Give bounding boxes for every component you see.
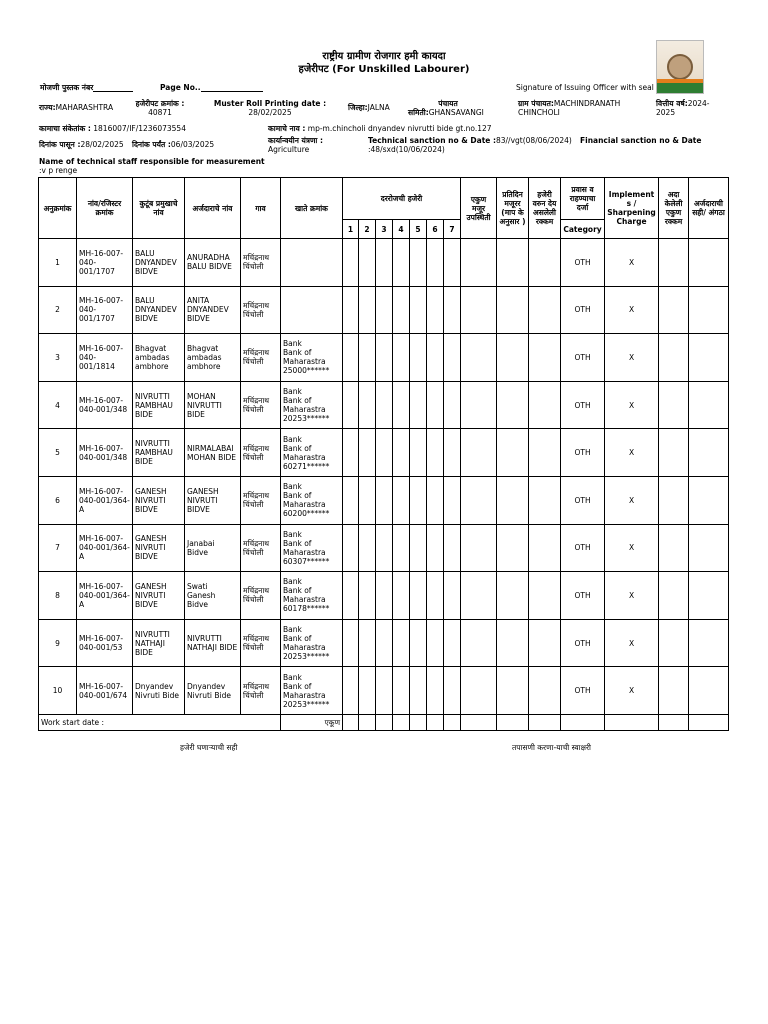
row-registration: MH-16-007-040-001/53	[77, 619, 133, 667]
row-implements: X	[605, 286, 659, 334]
row-signature	[689, 429, 729, 477]
row-category: OTH	[561, 619, 605, 667]
date-from: दिनांक पासून :28/02/2025	[39, 140, 124, 149]
row-day-7-cell	[444, 667, 461, 715]
row-applicant: MOHAN NIVRUTTI BIDE	[185, 381, 241, 429]
row-family-head: NIVRUTTI NATHAJI BIDE	[133, 619, 185, 667]
row-total-attendance	[461, 572, 497, 620]
row-day-6-cell	[427, 429, 444, 477]
header-daily-wage: प्रतिदिन मजूरर (माप के अनुसार )	[497, 178, 529, 239]
row-implements: X	[605, 476, 659, 524]
row-day-5-cell	[410, 381, 427, 429]
row-daily-wage	[497, 429, 529, 477]
row-day-5-cell	[410, 667, 427, 715]
row-day-1-cell	[343, 619, 359, 667]
row-serial: 10	[39, 667, 77, 715]
header-category: Category	[561, 220, 605, 239]
row-paid-total	[659, 667, 689, 715]
signature-issuing-officer: Signature of Issuing Officer with seal	[516, 83, 654, 92]
muster-roll-table	[38, 177, 729, 731]
row-village: मचिंद्रनाथ चिंचोली	[241, 572, 281, 620]
row-family-head: NIVRUTTI RAMBHAU BIDE	[133, 429, 185, 477]
row-paid-total	[659, 429, 689, 477]
row-account	[281, 286, 343, 334]
row-village: मचिंद्रनाथ चिंचोली	[241, 667, 281, 715]
row-implements: X	[605, 334, 659, 382]
book-no: मोजणी पुस्तक नंबर	[40, 83, 133, 92]
row-paid-total	[659, 381, 689, 429]
row-day-7-cell	[444, 381, 461, 429]
row-registration: MH-16-007-040-001/348	[77, 429, 133, 477]
row-total-attendance	[461, 667, 497, 715]
header-day-1: 1	[343, 220, 359, 239]
row-day-6-cell	[427, 667, 444, 715]
row-total-attendance	[461, 381, 497, 429]
district: जिल्हा:JALNA	[348, 103, 390, 112]
row-day-3-cell	[376, 619, 393, 667]
row-due-amount	[529, 572, 561, 620]
header-serial: अनुक्रमांक	[39, 178, 77, 239]
row-day-1-cell	[343, 572, 359, 620]
row-account: Bank Bank of Maharastra 20253******	[281, 381, 343, 429]
row-account	[281, 239, 343, 287]
table-row	[39, 524, 729, 572]
row-account: Bank Bank of Maharastra 20253******	[281, 619, 343, 667]
header-signature: अर्जदाराची सही/ अंगठा	[689, 178, 729, 239]
row-applicant: Dnyandev Nivruti Bide	[185, 667, 241, 715]
row-day-2-cell	[359, 476, 376, 524]
row-implements: X	[605, 429, 659, 477]
row-serial: 7	[39, 524, 77, 572]
row-paid-total	[659, 619, 689, 667]
header-paid-total: अदा केलेली एकुण रक्कम	[659, 178, 689, 239]
row-daily-wage	[497, 381, 529, 429]
row-day-3-cell	[376, 476, 393, 524]
row-family-head: Dnyandev Nivruti Bide	[133, 667, 185, 715]
row-due-amount	[529, 286, 561, 334]
row-day-5-cell	[410, 239, 427, 287]
row-daily-wage	[497, 476, 529, 524]
attendance-taker-signature: हजेरी घणाऱ्याची सही	[180, 743, 238, 752]
row-day-1-cell	[343, 286, 359, 334]
row-family-head: GANESH NIVRUTI BIDVE	[133, 572, 185, 620]
row-applicant: ANITA DNYANDEV BIDVE	[185, 286, 241, 334]
header-day-4: 4	[393, 220, 410, 239]
row-day-5-cell	[410, 476, 427, 524]
table-row	[39, 667, 729, 715]
row-serial: 9	[39, 619, 77, 667]
total-label: एकूण	[281, 714, 343, 730]
row-due-amount	[529, 334, 561, 382]
row-category: OTH	[561, 667, 605, 715]
row-serial: 4	[39, 381, 77, 429]
row-implements: X	[605, 667, 659, 715]
header-registration: नांव/रजिस्टर क्रमांक	[77, 178, 133, 239]
header-family-head: कुटूंब प्रमुखाचे नांव	[133, 178, 185, 239]
row-family-head: Bhagvat ambadas ambhore	[133, 334, 185, 382]
row-day-1-cell	[343, 667, 359, 715]
row-day-2-cell	[359, 286, 376, 334]
row-day-6-cell	[427, 239, 444, 287]
row-paid-total	[659, 572, 689, 620]
work-start-date: Work start date :	[39, 714, 281, 730]
row-implements: X	[605, 239, 659, 287]
gram-panchayat: ग्राम पंचायत:MACHINDRANATH CHINCHOLI	[518, 99, 621, 118]
table-row	[39, 381, 729, 429]
row-day-2-cell	[359, 334, 376, 382]
row-day-1-cell	[343, 381, 359, 429]
row-day-1-cell	[343, 524, 359, 572]
row-total-attendance	[461, 476, 497, 524]
row-village: मचिंद्रनाथ चिंचोली	[241, 524, 281, 572]
row-day-3-cell	[376, 429, 393, 477]
row-day-4-cell	[393, 286, 410, 334]
row-day-1-cell	[343, 429, 359, 477]
row-day-6-cell	[427, 572, 444, 620]
row-total-attendance	[461, 239, 497, 287]
row-implements: X	[605, 619, 659, 667]
state: राज्य:MAHARASHTRA	[39, 103, 114, 112]
row-registration: MH-16-007-040-001/1814	[77, 334, 133, 382]
row-total-attendance	[461, 334, 497, 382]
header-account: खाते क्रमांक	[281, 178, 343, 239]
row-day-4-cell	[393, 476, 410, 524]
row-paid-total	[659, 239, 689, 287]
row-day-6-cell	[427, 334, 444, 382]
row-day-5-cell	[410, 524, 427, 572]
row-total-attendance	[461, 429, 497, 477]
row-family-head: NIVRUTTI RAMBHAU BIDE	[133, 381, 185, 429]
row-village: मचिंद्रनाथ चिंचोली	[241, 381, 281, 429]
row-registration: MH-16-007-040-001/1707	[77, 239, 133, 287]
row-category: OTH	[561, 334, 605, 382]
row-day-3-cell	[376, 239, 393, 287]
row-day-3-cell	[376, 524, 393, 572]
row-day-7-cell	[444, 476, 461, 524]
row-paid-total	[659, 476, 689, 524]
row-day-7-cell	[444, 619, 461, 667]
row-day-1-cell	[343, 239, 359, 287]
row-signature	[689, 524, 729, 572]
header-daily-attendance: दररोजची हजेरी	[343, 178, 461, 220]
row-applicant: Swati Ganesh Bidve	[185, 572, 241, 620]
row-day-5-cell	[410, 286, 427, 334]
row-day-3-cell	[376, 572, 393, 620]
table-row	[39, 476, 729, 524]
header-day-5: 5	[410, 220, 427, 239]
table-row	[39, 334, 729, 382]
row-registration: MH-16-007-040-001/674	[77, 667, 133, 715]
row-total-attendance	[461, 286, 497, 334]
row-category: OTH	[561, 239, 605, 287]
row-account: Bank Bank of Maharastra 60307******	[281, 524, 343, 572]
row-day-6-cell	[427, 619, 444, 667]
work-name: कामाचे नाव : mp-m.chincholi dnyandev nivrutti bide gt.no.127	[268, 124, 492, 133]
row-day-5-cell	[410, 572, 427, 620]
panchayat-samiti: पंचायत समिती:GHANSAVANGI	[408, 99, 484, 118]
row-applicant: ANURADHA BALU BIDVE	[185, 239, 241, 287]
row-day-3-cell	[376, 381, 393, 429]
row-day-2-cell	[359, 619, 376, 667]
row-account: Bank Bank of Maharastra 20253******	[281, 667, 343, 715]
row-day-4-cell	[393, 334, 410, 382]
row-paid-total	[659, 524, 689, 572]
table-row	[39, 572, 729, 620]
row-day-7-cell	[444, 429, 461, 477]
header-due-amount: हजेरी वरुन देय असलेली रक्कम	[529, 178, 561, 239]
row-registration: MH-16-007-040-001/1707	[77, 286, 133, 334]
row-day-1-cell	[343, 334, 359, 382]
row-day-7-cell	[444, 572, 461, 620]
row-category: OTH	[561, 286, 605, 334]
row-signature	[689, 381, 729, 429]
row-due-amount	[529, 476, 561, 524]
row-signature	[689, 286, 729, 334]
row-implements: X	[605, 524, 659, 572]
inspector-signature: तपासणी करणा-याची स्वाक्षरी	[512, 743, 591, 752]
header-day-3: 3	[376, 220, 393, 239]
row-village: मचिंद्रनाथ चिंचोली	[241, 476, 281, 524]
implementing-agency: कार्यान्वयीन यंत्रणा : Agriculture	[268, 136, 323, 155]
row-village: मचिंद्रनाथ चिंचोली	[241, 429, 281, 477]
table-row	[39, 286, 729, 334]
row-registration: MH-16-007-040-001/364-A	[77, 476, 133, 524]
row-applicant: NIRMALABAI MOHAN BIDE	[185, 429, 241, 477]
row-serial: 8	[39, 572, 77, 620]
row-day-6-cell	[427, 476, 444, 524]
row-registration: MH-16-007-040-001/364-A	[77, 524, 133, 572]
row-day-7-cell	[444, 239, 461, 287]
row-serial: 2	[39, 286, 77, 334]
header-village: गाव	[241, 178, 281, 239]
row-day-3-cell	[376, 334, 393, 382]
row-daily-wage	[497, 667, 529, 715]
header-travel: प्रवास व राहण्याचा दर्जा	[561, 178, 605, 220]
table-row	[39, 239, 729, 287]
row-daily-wage	[497, 334, 529, 382]
row-daily-wage	[497, 524, 529, 572]
row-account: Bank Bank of Maharastra 60178******	[281, 572, 343, 620]
muster-roll-printing-date: Muster Roll Printing date : 28/02/2025	[213, 99, 327, 118]
row-day-5-cell	[410, 619, 427, 667]
technical-sanction: Technical sanction no & Date :83//vgt(08/06/2024) :48/sxd(10/06/2024)	[368, 136, 572, 155]
row-signature	[689, 239, 729, 287]
row-implements: X	[605, 381, 659, 429]
row-applicant: Janabai Bidve	[185, 524, 241, 572]
row-day-5-cell	[410, 334, 427, 382]
row-account: Bank Bank of Maharastra 60271******	[281, 429, 343, 477]
row-day-1-cell	[343, 476, 359, 524]
row-village: मचिंद्रनाथ चिंचोली	[241, 619, 281, 667]
technical-staff-label: Name of technical staff responsible for measurement	[39, 157, 265, 166]
row-registration: MH-16-007-040-001/348	[77, 381, 133, 429]
header-day-6: 6	[427, 220, 444, 239]
row-family-head: GANESH NIVRUTI BIDVE	[133, 476, 185, 524]
row-day-4-cell	[393, 524, 410, 572]
row-category: OTH	[561, 429, 605, 477]
row-applicant: NIVRUTTI NATHAJI BIDE	[185, 619, 241, 667]
row-daily-wage	[497, 572, 529, 620]
table-row	[39, 429, 729, 477]
table-row	[39, 619, 729, 667]
row-category: OTH	[561, 476, 605, 524]
row-day-2-cell	[359, 572, 376, 620]
row-paid-total	[659, 286, 689, 334]
work-code: कामाचा संकेतांक : 1816007/IF/1236073554	[39, 124, 186, 133]
row-serial: 1	[39, 239, 77, 287]
row-day-2-cell	[359, 429, 376, 477]
row-day-4-cell	[393, 572, 410, 620]
row-serial: 5	[39, 429, 77, 477]
row-daily-wage	[497, 239, 529, 287]
row-village: मचिंद्रनाथ चिंचोली	[241, 334, 281, 382]
row-due-amount	[529, 239, 561, 287]
row-signature	[689, 619, 729, 667]
row-day-2-cell	[359, 667, 376, 715]
row-paid-total	[659, 334, 689, 382]
row-applicant: Bhagvat ambadas ambhore	[185, 334, 241, 382]
header-day-7: 7	[444, 220, 461, 239]
row-family-head: BALU DNYANDEV BIDVE	[133, 239, 185, 287]
row-family-head: BALU DNYANDEV BIDVE	[133, 286, 185, 334]
row-signature	[689, 334, 729, 382]
row-day-3-cell	[376, 667, 393, 715]
row-signature	[689, 667, 729, 715]
row-category: OTH	[561, 381, 605, 429]
row-applicant: GANESH NIVRUTI BIDVE	[185, 476, 241, 524]
row-serial: 6	[39, 476, 77, 524]
row-family-head: GANESH NIVRUTI BIDVE	[133, 524, 185, 572]
date-to: दिनांक पर्यंत :06/03/2025	[132, 140, 215, 149]
title-marathi: राष्ट्रीय ग्रामीण रोजगार हमी कायदा	[322, 51, 446, 62]
row-day-4-cell	[393, 239, 410, 287]
row-day-2-cell	[359, 381, 376, 429]
row-total-attendance	[461, 619, 497, 667]
header-implements: Implements / Sharpening Charge	[605, 178, 659, 239]
title-subtitle: हजेरीपट (For Unskilled Labourer)	[298, 64, 470, 75]
row-due-amount	[529, 381, 561, 429]
row-due-amount	[529, 429, 561, 477]
row-day-6-cell	[427, 381, 444, 429]
page-no: Page No..	[160, 83, 263, 92]
row-account: Bank Bank of Maharastra 60200******	[281, 476, 343, 524]
row-day-7-cell	[444, 286, 461, 334]
technical-staff-value: :v p renge	[39, 166, 78, 175]
header-applicant: अर्जदाराचे नांव	[185, 178, 241, 239]
financial-sanction: Financial sanction no & Date	[580, 136, 702, 145]
row-due-amount	[529, 667, 561, 715]
row-category: OTH	[561, 524, 605, 572]
row-day-7-cell	[444, 334, 461, 382]
row-signature	[689, 572, 729, 620]
row-account: Bank Bank of Maharastra 25000******	[281, 334, 343, 382]
row-daily-wage	[497, 286, 529, 334]
row-village: मचिंद्रनाथ चिंचोली	[241, 286, 281, 334]
row-day-4-cell	[393, 381, 410, 429]
row-daily-wage	[497, 619, 529, 667]
row-village: मचिंद्रनाथ चिंचोली	[241, 239, 281, 287]
row-due-amount	[529, 619, 561, 667]
row-day-3-cell	[376, 286, 393, 334]
row-day-4-cell	[393, 429, 410, 477]
hajeri-number: हजेरीपट क्रमांक : 40871	[135, 99, 185, 118]
row-day-2-cell	[359, 239, 376, 287]
row-serial: 3	[39, 334, 77, 382]
row-day-5-cell	[410, 429, 427, 477]
row-day-6-cell	[427, 524, 444, 572]
row-day-4-cell	[393, 619, 410, 667]
row-day-6-cell	[427, 286, 444, 334]
row-day-4-cell	[393, 667, 410, 715]
row-signature	[689, 476, 729, 524]
row-registration: MH-16-007-040-001/364-A	[77, 572, 133, 620]
financial-year: वित्तीय वर्ष:2024-2025	[656, 99, 710, 118]
row-due-amount	[529, 524, 561, 572]
header-day-2: 2	[359, 220, 376, 239]
header-total-attendance: एकुण मजूर उपस्थिती	[461, 178, 497, 239]
row-category: OTH	[561, 572, 605, 620]
row-day-2-cell	[359, 524, 376, 572]
row-total-attendance	[461, 524, 497, 572]
row-implements: X	[605, 572, 659, 620]
row-day-7-cell	[444, 524, 461, 572]
